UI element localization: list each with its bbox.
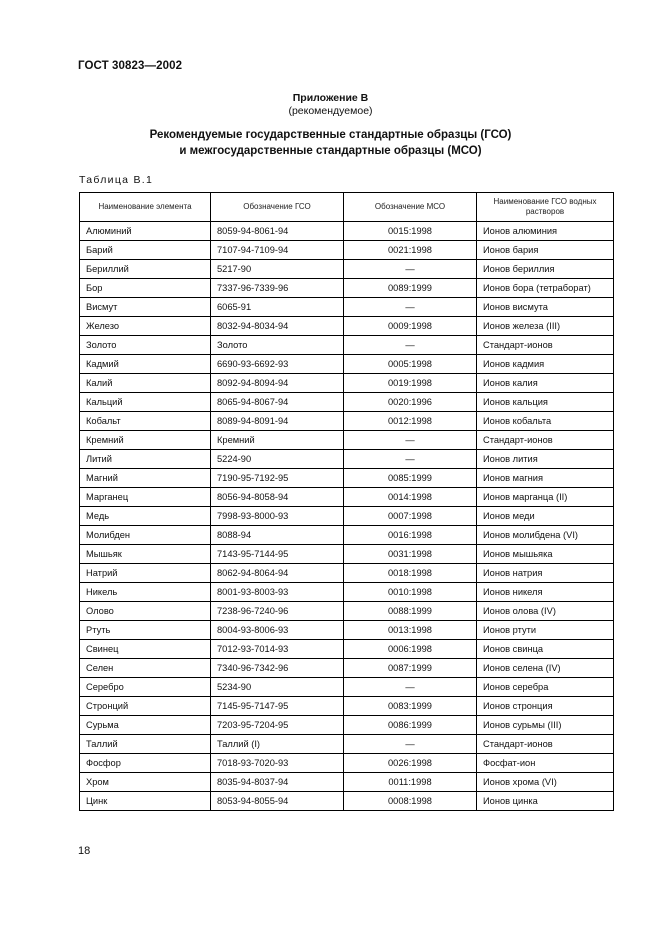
element-name-cell: Бор <box>80 279 211 298</box>
gso-designation-cell: 8088-94 <box>211 526 344 545</box>
mso-designation-cell: 0018:1998 <box>344 564 477 583</box>
mso-designation-cell: 0006:1998 <box>344 640 477 659</box>
solution-name-cell: Стандарт-ионов <box>477 735 614 754</box>
element-name-cell: Свинец <box>80 640 211 659</box>
table-row <box>80 431 614 450</box>
reference-samples-table <box>79 192 614 811</box>
gso-designation-cell: 8059-94-8061-94 <box>211 222 344 241</box>
element-name-cell: Бериллий <box>80 260 211 279</box>
solution-name-cell: Ионов никеля <box>477 583 614 602</box>
mso-designation-cell: 0087:1999 <box>344 659 477 678</box>
appendix-title: Приложение В <box>292 92 369 104</box>
table-row <box>80 526 614 545</box>
gso-designation-cell: 8089-94-8091-94 <box>211 412 344 431</box>
solution-name-cell: Ионов натрия <box>477 564 614 583</box>
gso-designation-cell: 8092-94-8094-94 <box>211 374 344 393</box>
mso-designation-cell: 0007:1998 <box>344 507 477 526</box>
mso-designation-cell: 0086:1999 <box>344 716 477 735</box>
table-row <box>80 336 614 355</box>
solution-name-cell: Ионов стронция <box>477 697 614 716</box>
element-name-cell: Мышьяк <box>80 545 211 564</box>
table-row <box>80 222 614 241</box>
table-row <box>80 393 614 412</box>
mso-designation-cell: 0011:1998 <box>344 773 477 792</box>
element-name-cell: Сурьма <box>80 716 211 735</box>
gso-designation-cell: 7340-96-7342-96 <box>211 659 344 678</box>
mso-designation-cell: — <box>344 678 477 697</box>
solution-name-cell: Ионов бериллия <box>477 260 614 279</box>
gso-designation-cell: 7337-96-7339-96 <box>211 279 344 298</box>
element-name-cell: Таллий <box>80 735 211 754</box>
gso-designation-cell: 8053-94-8055-94 <box>211 792 344 811</box>
table-row <box>80 279 614 298</box>
solution-name-cell: Ионов железа (III) <box>477 317 614 336</box>
solution-name-cell: Фосфат-ион <box>477 754 614 773</box>
mso-designation-cell: 0013:1998 <box>344 621 477 640</box>
column-header-solution: Наименование ГСО водных растворов <box>477 193 614 222</box>
gso-designation-cell: Таллий (I) <box>211 735 344 754</box>
table-row <box>80 659 614 678</box>
gso-designation-cell: Кремний <box>211 431 344 450</box>
gso-designation-cell: 7107-94-7109-94 <box>211 241 344 260</box>
document-standard-header: ГОСТ 30823—2002 <box>78 60 183 72</box>
table-row <box>80 317 614 336</box>
table-row <box>80 754 614 773</box>
element-name-cell: Литий <box>80 450 211 469</box>
element-name-cell: Золото <box>80 336 211 355</box>
gso-designation-cell: 5217-90 <box>211 260 344 279</box>
mso-designation-cell: 0083:1999 <box>344 697 477 716</box>
table-row <box>80 792 614 811</box>
mso-designation-cell: 0019:1998 <box>344 374 477 393</box>
gso-designation-cell: 7012-93-7014-93 <box>211 640 344 659</box>
solution-name-cell: Ионов меди <box>477 507 614 526</box>
table-row <box>80 260 614 279</box>
solution-name-cell: Ионов магния <box>477 469 614 488</box>
mso-designation-cell: — <box>344 735 477 754</box>
table-label: Таблица В.1 <box>79 174 154 186</box>
solution-name-cell: Ионов цинка <box>477 792 614 811</box>
element-name-cell: Медь <box>80 507 211 526</box>
element-name-cell: Селен <box>80 659 211 678</box>
solution-name-cell: Ионов кадмия <box>477 355 614 374</box>
mso-designation-cell: — <box>344 298 477 317</box>
table-row <box>80 697 614 716</box>
appendix-subtitle: (рекомендуемое) <box>288 105 373 117</box>
element-name-cell: Кадмий <box>80 355 211 374</box>
mso-designation-cell: 0010:1998 <box>344 583 477 602</box>
mso-designation-cell: 0014:1998 <box>344 488 477 507</box>
solution-name-cell: Ионов сурьмы (III) <box>477 716 614 735</box>
table-row <box>80 716 614 735</box>
mso-designation-cell: 0016:1998 <box>344 526 477 545</box>
solution-name-cell: Ионов алюминия <box>477 222 614 241</box>
element-name-cell: Кобальт <box>80 412 211 431</box>
table-row <box>80 678 614 697</box>
solution-name-cell: Ионов хрома (VI) <box>477 773 614 792</box>
table-row <box>80 773 614 792</box>
gso-designation-cell: 7190-95-7192-95 <box>211 469 344 488</box>
solution-name-cell: Ионов свинца <box>477 640 614 659</box>
gso-designation-cell: 8056-94-8058-94 <box>211 488 344 507</box>
solution-name-cell: Ионов кальция <box>477 393 614 412</box>
gso-designation-cell: 7143-95-7144-95 <box>211 545 344 564</box>
element-name-cell: Серебро <box>80 678 211 697</box>
mso-designation-cell: 0031:1998 <box>344 545 477 564</box>
element-name-cell: Магний <box>80 469 211 488</box>
table-row <box>80 298 614 317</box>
column-header-element: Наименование элемента <box>80 193 211 222</box>
gso-designation-cell: 7238-96-7240-96 <box>211 602 344 621</box>
table-row <box>80 735 614 754</box>
mso-designation-cell: — <box>344 336 477 355</box>
mso-designation-cell: 0026:1998 <box>344 754 477 773</box>
page-number: 18 <box>78 845 91 857</box>
gso-designation-cell: 8001-93-8003-93 <box>211 583 344 602</box>
table-row <box>80 241 614 260</box>
solution-name-cell: Ионов серебра <box>477 678 614 697</box>
table-row <box>80 488 614 507</box>
mso-designation-cell: — <box>344 431 477 450</box>
element-name-cell: Железо <box>80 317 211 336</box>
element-name-cell: Натрий <box>80 564 211 583</box>
table-row <box>80 412 614 431</box>
gso-designation-cell: 8004-93-8006-93 <box>211 621 344 640</box>
table-row <box>80 545 614 564</box>
table-row <box>80 621 614 640</box>
table-row <box>80 450 614 469</box>
solution-name-cell: Ионов олова (IV) <box>477 602 614 621</box>
gso-designation-cell: 7998-93-8000-93 <box>211 507 344 526</box>
element-name-cell: Кремний <box>80 431 211 450</box>
gso-designation-cell: 7203-95-7204-95 <box>211 716 344 735</box>
element-name-cell: Ртуть <box>80 621 211 640</box>
mso-designation-cell: 0015:1998 <box>344 222 477 241</box>
mso-designation-cell: 0085:1999 <box>344 469 477 488</box>
mso-designation-cell: — <box>344 450 477 469</box>
mso-designation-cell: 0009:1998 <box>344 317 477 336</box>
gso-designation-cell: 7018-93-7020-93 <box>211 754 344 773</box>
table-row <box>80 469 614 488</box>
mso-designation-cell: 0089:1999 <box>344 279 477 298</box>
section-title-line-1: Рекомендуемые государственные стандартные образцы (ГСО) <box>149 129 512 141</box>
table-header-row <box>80 193 614 222</box>
solution-name-cell: Ионов ртути <box>477 621 614 640</box>
element-name-cell: Цинк <box>80 792 211 811</box>
gso-designation-cell: 8032-94-8034-94 <box>211 317 344 336</box>
section-title <box>0 127 661 159</box>
solution-name-cell: Ионов кобальта <box>477 412 614 431</box>
table-row <box>80 640 614 659</box>
table-row <box>80 355 614 374</box>
appendix-heading <box>0 92 661 118</box>
element-name-cell: Фосфор <box>80 754 211 773</box>
gso-designation-cell: 8035-94-8037-94 <box>211 773 344 792</box>
solution-name-cell: Стандарт-ионов <box>477 431 614 450</box>
element-name-cell: Молибден <box>80 526 211 545</box>
element-name-cell: Барий <box>80 241 211 260</box>
mso-designation-cell: 0088:1999 <box>344 602 477 621</box>
column-header-mso: Обозначение МСО <box>344 193 477 222</box>
element-name-cell: Калий <box>80 374 211 393</box>
solution-name-cell: Ионов селена (IV) <box>477 659 614 678</box>
gso-designation-cell: 5224-90 <box>211 450 344 469</box>
gso-designation-cell: 6065-91 <box>211 298 344 317</box>
element-name-cell: Кальций <box>80 393 211 412</box>
element-name-cell: Марганец <box>80 488 211 507</box>
table-row <box>80 583 614 602</box>
element-name-cell: Стронций <box>80 697 211 716</box>
mso-designation-cell: 0012:1998 <box>344 412 477 431</box>
element-name-cell: Хром <box>80 773 211 792</box>
table-row <box>80 507 614 526</box>
gso-designation-cell: 6690-93-6692-93 <box>211 355 344 374</box>
element-name-cell: Никель <box>80 583 211 602</box>
mso-designation-cell: 0005:1998 <box>344 355 477 374</box>
mso-designation-cell: 0020:1996 <box>344 393 477 412</box>
gso-designation-cell: Золото <box>211 336 344 355</box>
element-name-cell: Олово <box>80 602 211 621</box>
solution-name-cell: Ионов молибдена (VI) <box>477 526 614 545</box>
solution-name-cell: Ионов марганца (II) <box>477 488 614 507</box>
gso-designation-cell: 8065-94-8067-94 <box>211 393 344 412</box>
column-header-gso: Обозначение ГСО <box>211 193 344 222</box>
table-row <box>80 602 614 621</box>
table-body <box>80 222 614 811</box>
solution-name-cell: Ионов бария <box>477 241 614 260</box>
solution-name-cell: Ионов мышьяка <box>477 545 614 564</box>
section-title-line-2: и межгосударственные стандартные образцы (МСО) <box>179 145 482 157</box>
gso-designation-cell: 8062-94-8064-94 <box>211 564 344 583</box>
mso-designation-cell: 0008:1998 <box>344 792 477 811</box>
solution-name-cell: Стандарт-ионов <box>477 336 614 355</box>
solution-name-cell: Ионов висмута <box>477 298 614 317</box>
solution-name-cell: Ионов бора (тетраборат) <box>477 279 614 298</box>
mso-designation-cell: — <box>344 260 477 279</box>
gso-designation-cell: 7145-95-7147-95 <box>211 697 344 716</box>
element-name-cell: Висмут <box>80 298 211 317</box>
gso-designation-cell: 5234-90 <box>211 678 344 697</box>
solution-name-cell: Ионов калия <box>477 374 614 393</box>
solution-name-cell: Ионов лития <box>477 450 614 469</box>
mso-designation-cell: 0021:1998 <box>344 241 477 260</box>
element-name-cell: Алюминий <box>80 222 211 241</box>
table-row <box>80 564 614 583</box>
table-row <box>80 374 614 393</box>
